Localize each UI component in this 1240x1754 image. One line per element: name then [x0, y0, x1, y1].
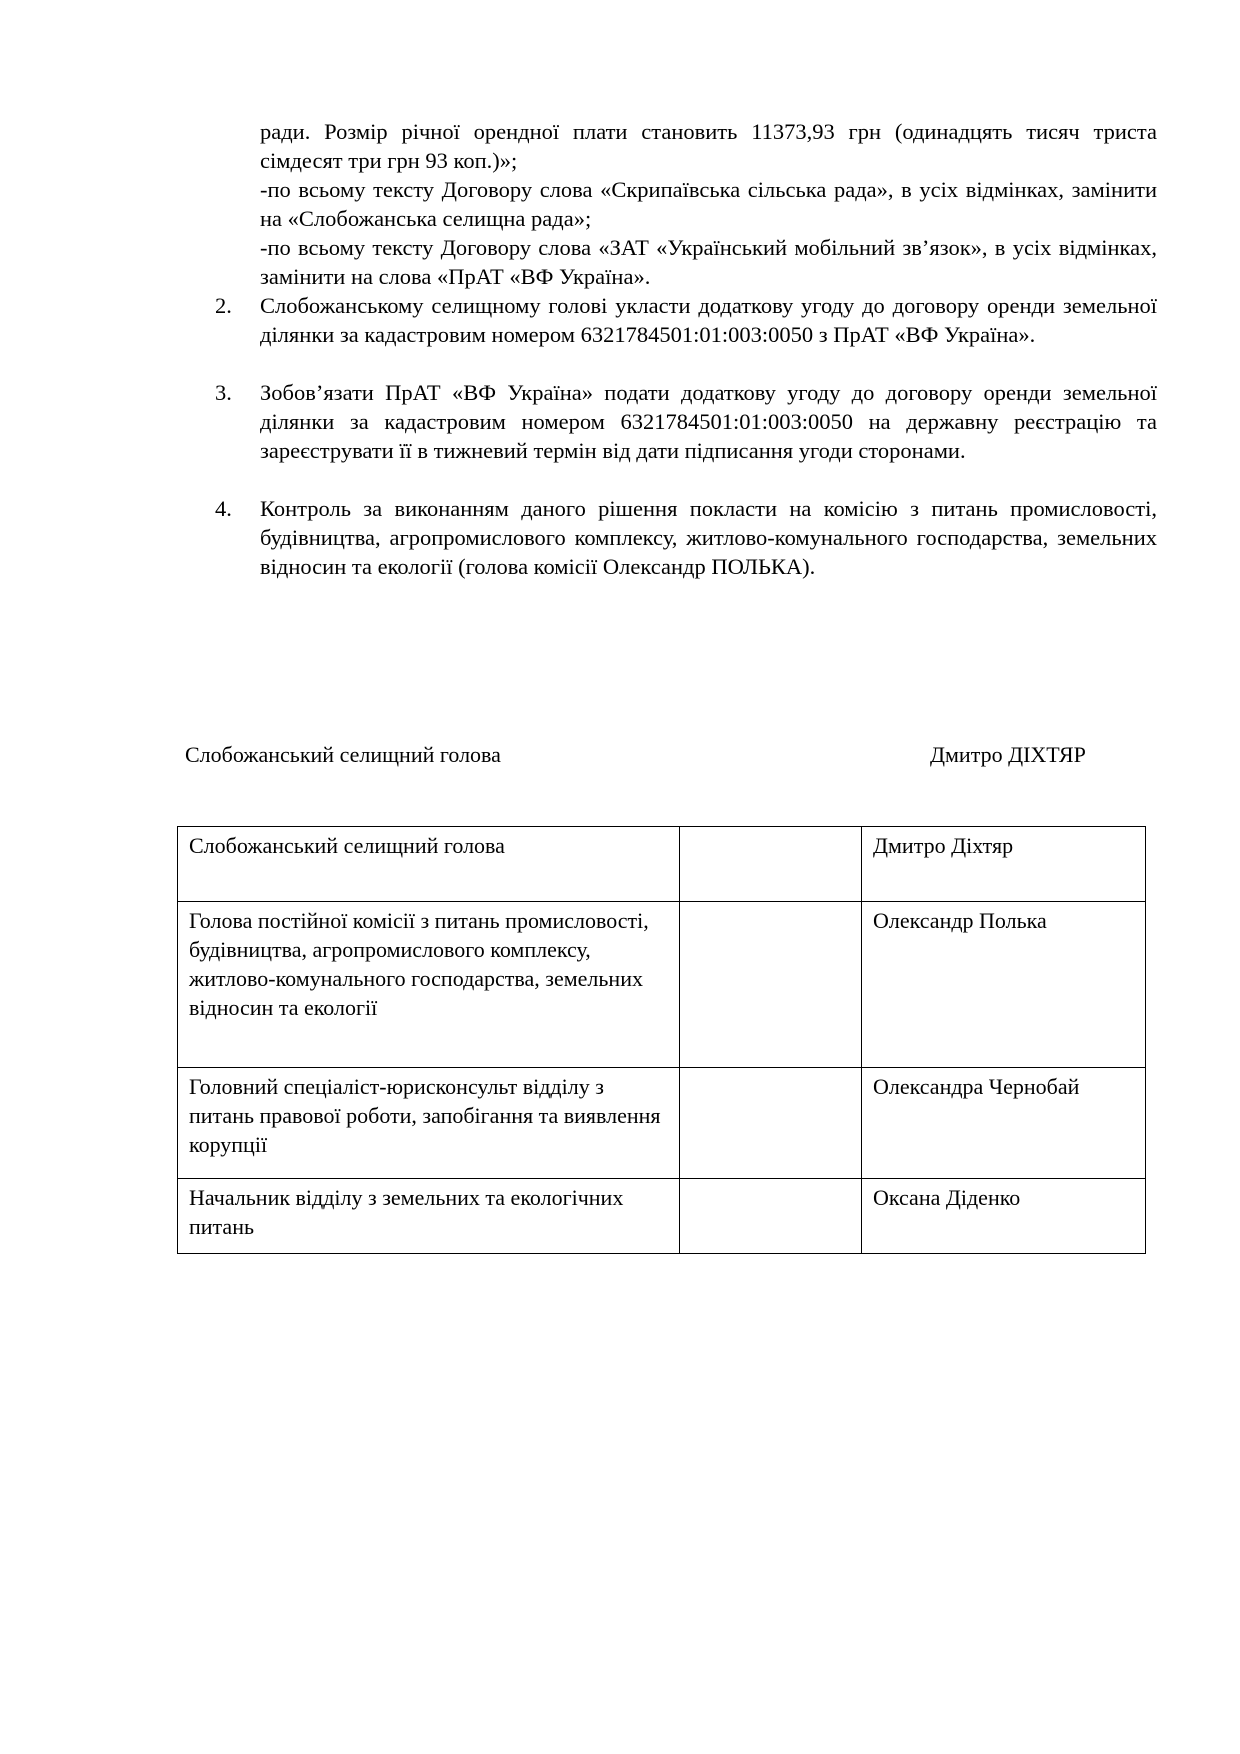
approval-signature-cell — [680, 1068, 862, 1179]
list-item-text: Контроль за виконанням даного рішення покласти на комісію з питань промисловості, будівництва, агропромислового комплексу, житлово-комунального господарства, земельних відносин та екології (голова комісії Олександр ПОЛЬКА). — [260, 496, 1157, 579]
signature-name: Дмитро ДІХТЯР — [930, 742, 1086, 767]
approval-name: Дмитро Діхтяр — [862, 827, 1146, 902]
table-row — [178, 827, 1146, 902]
list-item-number: 4. — [215, 496, 232, 521]
intro-rent-paragraph: ради. Розмір річної орендної плати становить 11373,93 грн (одинадцять тисяч триста сімдесят три грн 93 коп.)»; — [260, 119, 1157, 173]
list-item — [215, 494, 1157, 581]
approval-signature-cell — [680, 1179, 862, 1254]
intro-replace-council-paragraph: -по всьому тексту Договору слова «Скрипаївська сільська рада», в усіх відмінках, замінити на «Слобожанська селищна рада»; — [260, 177, 1157, 231]
list-item-number: 2. — [215, 293, 232, 318]
list-item-text: Зобов’язати ПрАТ «ВФ Україна» подати додаткову угоду до договору оренди земельної ділянки за кадастровим номером 6321784501:01:003:0050 на державну реєстрацію та зареєструвати її в тижневий термін від дати підписання угоди сторонами. — [260, 380, 1157, 463]
approval-position: Головний спеціаліст-юрисконсульт відділу з питань правової роботи, запобігання та виявлення корупції — [178, 1068, 680, 1179]
list-item — [215, 291, 1157, 349]
table-row — [178, 902, 1146, 1068]
approval-name: Олександр Полька — [862, 902, 1146, 1068]
approval-position: Голова постійної комісії з питань промисловості, будівництва, агропромислового комплексу, житлово-комунального господарства, земельних відносин та екології — [178, 902, 680, 1068]
intro-block — [260, 117, 1157, 291]
approval-name: Олександра Чернобай — [862, 1068, 1146, 1179]
approval-name: Оксана Діденко — [862, 1179, 1146, 1254]
approvals-table — [177, 826, 1146, 1254]
table-row — [178, 1068, 1146, 1179]
signature-position: Слобожанський селищний голова — [185, 742, 501, 767]
approval-position: Слобожанський селищний голова — [178, 827, 680, 902]
intro-replace-company-paragraph: -по всьому тексту Договору слова «ЗАТ «Український мобільний зв’язок», в усіх відмінках, замінити на слова «ПрАТ «ВФ Україна». — [260, 235, 1157, 289]
list-item-text: Слобожанському селищному голові укласти додаткову угоду до договору оренди земельної ділянки за кадастровим номером 6321784501:01:003:0050 з ПрАТ «ВФ Україна». — [260, 293, 1157, 347]
list-item-number: 3. — [215, 380, 232, 405]
list-item — [215, 378, 1157, 465]
table-row — [178, 1179, 1146, 1254]
approval-signature-cell — [680, 827, 862, 902]
approval-signature-cell — [680, 902, 862, 1068]
approval-position: Начальник відділу з земельних та екологічних питань — [178, 1179, 680, 1254]
